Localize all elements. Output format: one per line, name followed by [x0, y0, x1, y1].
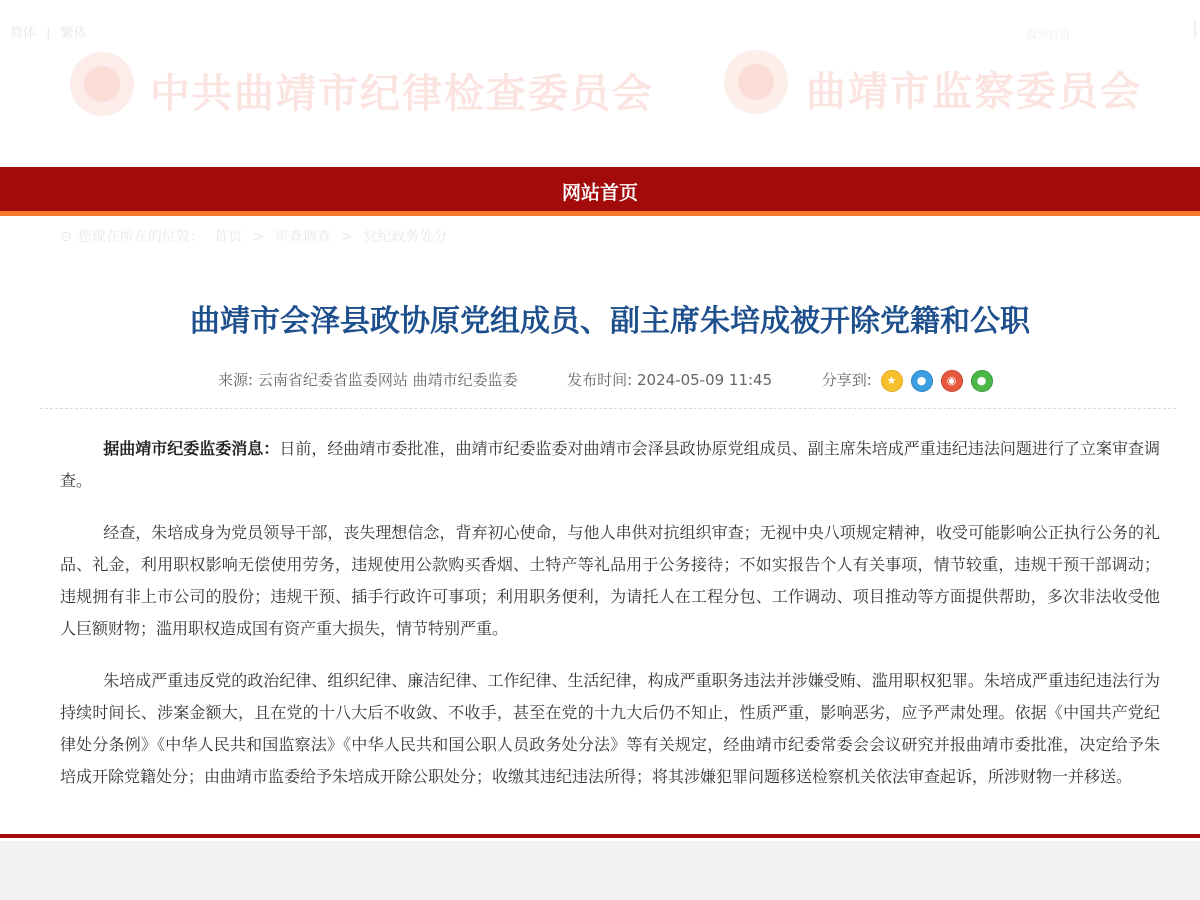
banner-title-commission: 中共曲靖市纪律检查委员会 — [150, 70, 654, 117]
paragraph-3: 朱培成严重违反党的政治纪律、组织纪律、廉洁纪律、工作纪律、生活纪律，构成严重职务违法并涉嫌受贿、滥用职权犯罪。朱培成严重违纪违法行为持续时间长、涉案金额大，且在党的十八大后不收敛、不收手，甚至在党的十九大后仍不知止，性质严重，影响恶劣，应予严肃处理。依据《中国共产党纪律处分条例》《中华人民共和国监察法》《中华人民共和国公职人员政务处分法》等有关规定，经曲靖市纪委常委会会议研究并报曲靖市委批准，决定给予朱培成开除党籍处分；由曲靖市监委给予朱培成开除公职处分；收缴其违纪违法所得；将其涉嫌犯罪问题移送检察机关依法审查起诉，所涉财物一并移送。 — [60, 671, 1160, 786]
national-emblem-icon — [724, 50, 788, 114]
lang-simplified-link[interactable]: 简体 — [10, 26, 37, 41]
article-body — [60, 433, 1160, 813]
wechat-icon[interactable]: ● — [971, 370, 993, 392]
lang-traditional-link[interactable]: 繁体 — [60, 26, 87, 41]
footer-divider — [0, 834, 1200, 838]
top-edge-divider — [1194, 20, 1196, 38]
article-source: 来源: 云南省纪委省监委网站 曲靖市纪委监委 — [218, 371, 518, 389]
breadcrumb-review[interactable]: 审查调查 — [274, 229, 331, 245]
breadcrumb-discipline[interactable]: 党纪政务处分 — [363, 229, 448, 245]
site-banner — [0, 40, 1200, 150]
breadcrumb-sep: > — [341, 229, 354, 245]
breadcrumb — [60, 226, 453, 246]
meta-divider — [40, 408, 1176, 409]
footer — [0, 841, 1200, 900]
share-label: 分享到: — [821, 371, 872, 389]
main-nav — [0, 167, 1200, 211]
article-meta — [218, 369, 993, 392]
location-icon: ⊙ — [60, 229, 72, 245]
share-buttons — [881, 370, 993, 392]
nav-home-link[interactable]: 网站首页 — [561, 182, 638, 204]
paragraph-1 — [60, 433, 1160, 497]
nav-accent-line — [0, 211, 1200, 216]
party-emblem-icon — [70, 52, 134, 116]
article-title: 曲靖市会泽县政协原党组成员、副主席朱培成被开除党籍和公职 — [190, 304, 1030, 339]
paragraph-1-text: 日前，经曲靖市委批准，曲靖市纪委监委对曲靖市会泽县政协原党组成员、副主席朱培成严重违纪违法问题进行了立案审查调查。 — [60, 439, 1160, 490]
banner-title-supervision: 曲靖市监察委员会 — [806, 68, 1142, 115]
qq-icon[interactable]: ● — [911, 370, 933, 392]
breadcrumb-prefix: 您现在所在的位置： — [77, 229, 204, 245]
set-homepage-link[interactable]: 设为首页 — [1026, 28, 1070, 41]
weibo-icon[interactable]: ◉ — [941, 370, 963, 392]
language-switch — [10, 22, 93, 41]
breadcrumb-sep: > — [252, 229, 265, 245]
star-icon[interactable]: ★ — [881, 370, 903, 392]
paragraph-2: 经查，朱培成身为党员领导干部，丧失理想信念，背弃初心使命，与他人串供对抗组织审查；无视中央八项规定精神，收受可能影响公正执行公务的礼品、礼金，利用职权影响无偿使用劳务，违规使用公款购买香烟、土特产等礼品用于公务接待；不如实报告个人有关事项，情节较重，违规干预干部调动；违规拥有非上市公司的股份；违规干预、插手行政许可事项；利用职务便利，为请托人在工程分包、工作调动、项目推动等方面提供帮助，多次非法收受他人巨额财物；滥用职权造成国有资产重大损失，情节特别严重。 — [60, 523, 1160, 638]
breadcrumb-home[interactable]: 首页 — [214, 229, 243, 245]
article-date: 发布时间: 2024-05-09 11:45 — [567, 371, 773, 389]
lead-label: 据曲靖市纪委监委消息： — [103, 439, 280, 458]
lang-separator: | — [46, 26, 51, 41]
